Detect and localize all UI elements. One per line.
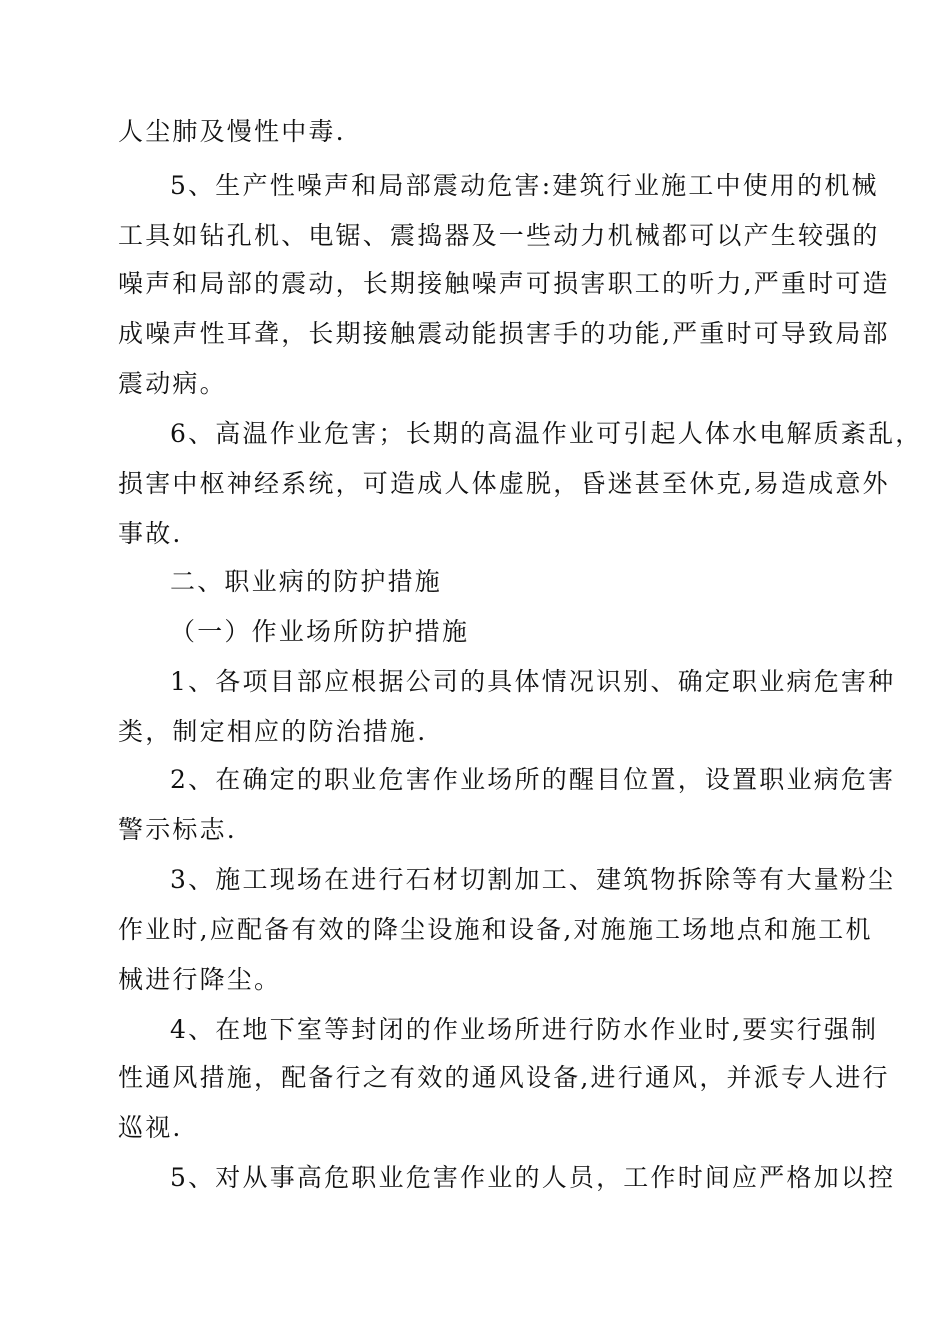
text-line: 震动病。 [118,369,227,398]
text-line: 5、对从事高危职业危害作业的人员，工作时间应严格加以控 [170,1163,896,1192]
text-line: 械进行降尘。 [118,965,282,994]
text-line: 巡视. [118,1113,183,1142]
text-line: 事故. [118,519,183,548]
text-line: 4、在地下室等封闭的作业场所进行防水作业时,要实行强制 [170,1015,879,1044]
subsection-heading: （一）作业场所防护措施 [170,617,470,646]
text-line: 性通风措施，配备行之有效的通风设备,进行通风，并派专人进行 [118,1063,890,1092]
text-line: 人尘肺及慢性中毒. [118,117,346,146]
text-line: 成噪声性耳聋，长期接触震动能损害手的功能,严重时可导致局部 [118,319,890,348]
section-heading: 二、职业病的防护措施 [170,567,443,596]
text-line: 作业时,应配备有效的降尘设施和设备,对施施工场地点和施工机 [118,915,873,944]
text-line: 6、高温作业危害；长期的高温作业可引起人体水电解质紊乱， [170,419,923,448]
text-line: 3、施工现场在进行石材切割加工、建筑物拆除等有大量粉尘 [170,865,896,894]
text-line: 5、生产性噪声和局部震动危害:建筑行业施工中使用的机械 [170,171,879,200]
text-line: 类，制定相应的防治措施. [118,717,428,746]
text-line: 警示标志. [118,815,237,844]
text-line: 损害中枢神经系统，可造成人体虚脱，昏迷甚至休克,易造成意外 [118,469,890,498]
text-line: 2、在确定的职业危害作业场所的醒目位置，设置职业病危害 [170,765,896,794]
text-line: 工具如钻孔机、电锯、震捣器及一些动力机械都可以产生较强的 [118,221,880,250]
text-line: 1、各项目部应根据公司的具体情况识别、确定职业病危害种 [170,667,896,696]
text-line: 噪声和局部的震动，长期接触噪声可损害职工的听力,严重时可造 [118,269,890,298]
